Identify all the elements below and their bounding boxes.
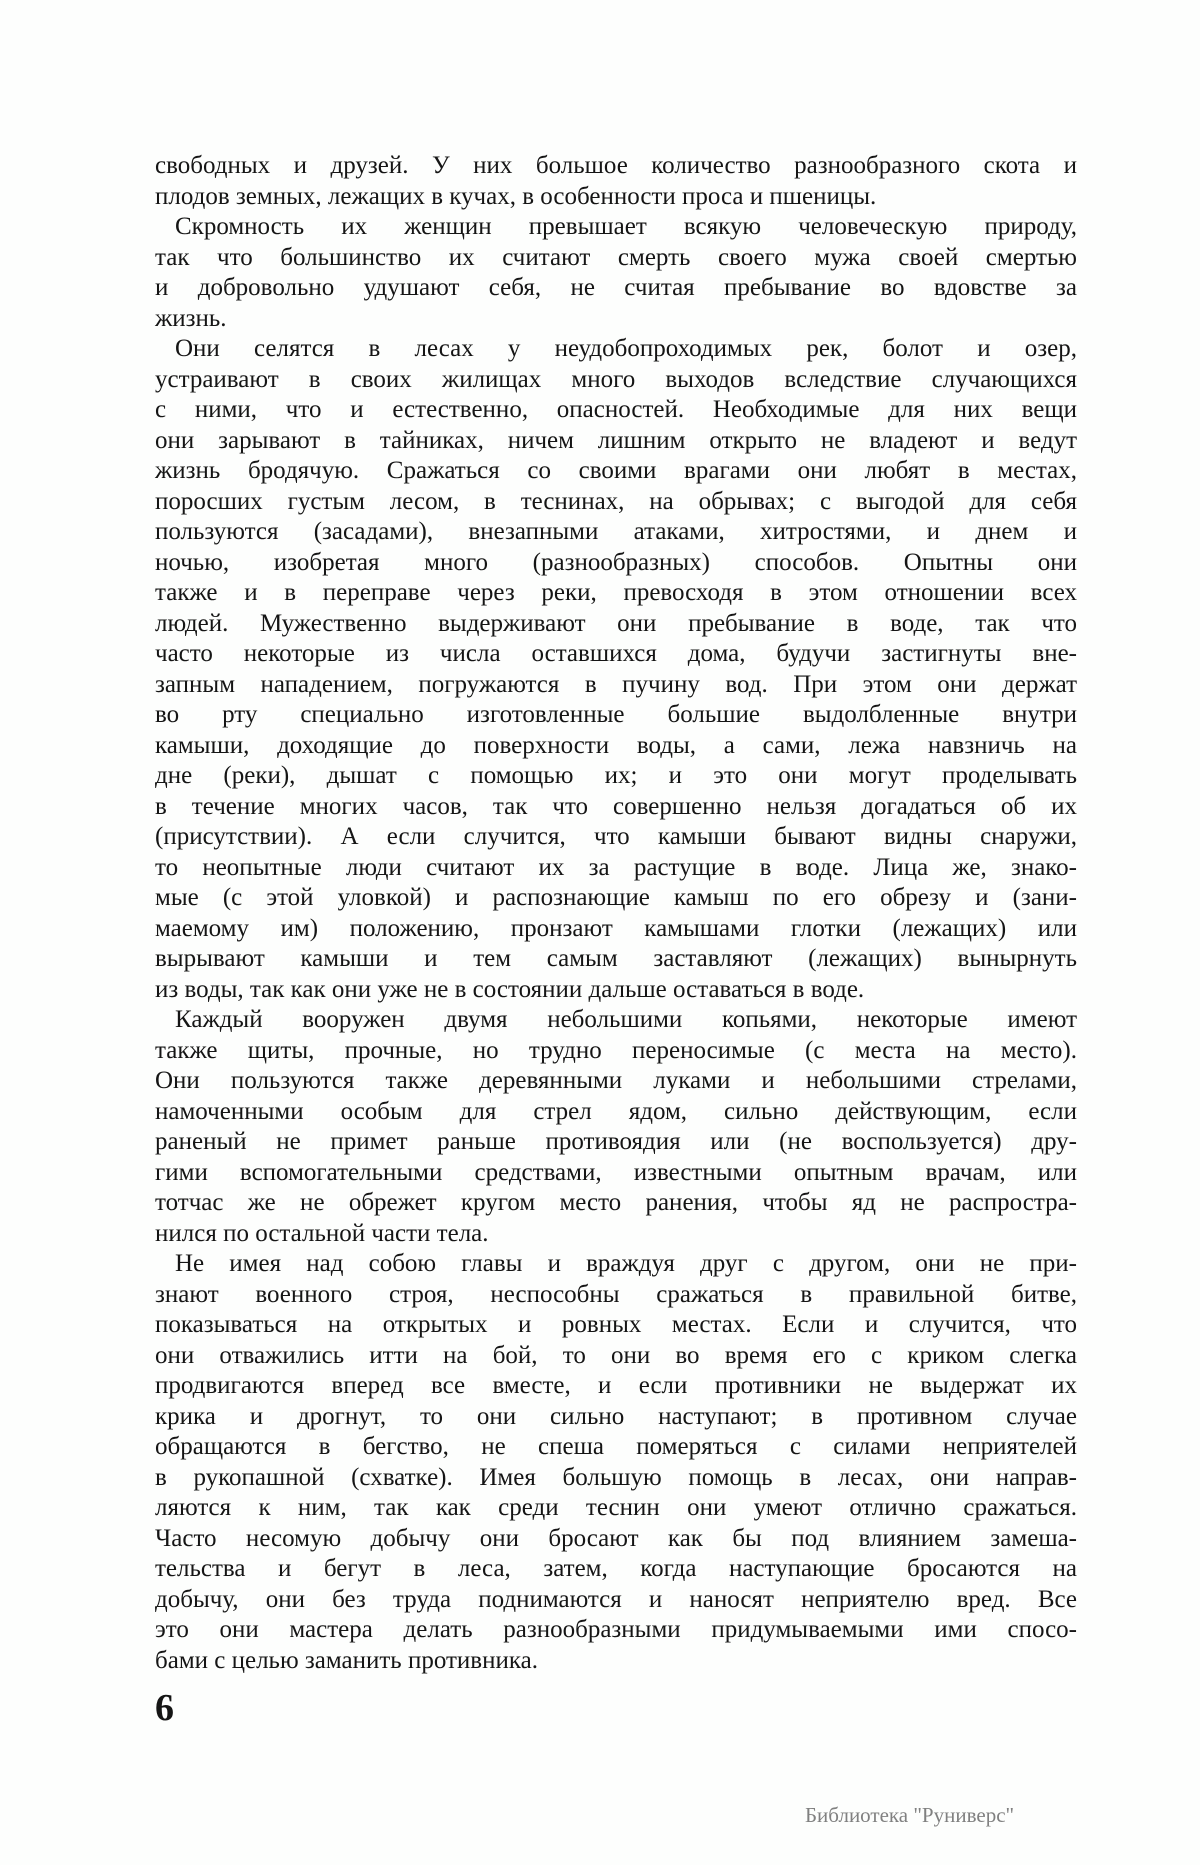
- text-line: Они пользуются также деревянными луками и небольшими стрелами,: [155, 1067, 1077, 1094]
- text-line: они зарывают в тайниках, ничем лишним открыто не владеют и ведут: [155, 426, 1077, 454]
- text-line: гими вспомогательными средствами, известными опытным врачам, или: [155, 1158, 1077, 1186]
- text-line: с ними, что и естественно, опасностей. Необходимые для них вещи: [155, 396, 1077, 423]
- paragraph: [155, 151, 1077, 212]
- text-line: Часто несомую добычу они бросают как бы под влиянием замеша-: [155, 1524, 1077, 1552]
- text-line: то неопытные люди считают их за растущие в воде. Лица же, знако-: [155, 853, 1077, 881]
- text-line: жизнь бродячую. Сражаться со своими врагами они любят в местах,: [155, 457, 1077, 484]
- page-number: 6: [155, 1687, 174, 1729]
- paragraph: [155, 1249, 1077, 1676]
- text-line: (присутствии). А если случится, что камыши бывают видны снаружи,: [155, 823, 1077, 850]
- text-line: камыши, доходящие до поверхности воды, а сами, лежа навзничь на: [155, 731, 1077, 759]
- text-line: тельства и бегут в леса, затем, когда наступающие бросаются на: [155, 1555, 1077, 1582]
- text-line: дне (реки), дышат с помощью их; и это они могут проделывать: [155, 762, 1077, 789]
- text-line: продвигаются вперед все вместе, и если противники не выдержат их: [155, 1372, 1077, 1399]
- text-line: показываться на открытых и ровных местах. Если и случится, что: [155, 1311, 1077, 1338]
- text-line: жизнь.: [155, 304, 227, 332]
- text-line: плодов земных, лежащих в кучах, в особенности проса и пшеницы.: [155, 182, 877, 210]
- text-line: также и в переправе через реки, превосходя в этом отношении всех: [155, 579, 1077, 606]
- text-line: пользуются (засадами), внезапными атаками, хитростями, и днем и: [155, 518, 1077, 545]
- text-line: это они мастера делать разнообразными придумываемыми ими спосо-: [155, 1616, 1077, 1643]
- text-line: знают военного строя, неспособны сражаться в правильной битве,: [155, 1280, 1077, 1308]
- paragraph: [155, 1005, 1077, 1249]
- text-line: устраивают в своих жилищах много выходов вследствие случающихся: [155, 365, 1077, 393]
- text-line: нился по остальной части тела.: [155, 1219, 489, 1247]
- text-line: мые (с этой уловкой) и распознающие камыш по его обрезу и (зани-: [155, 884, 1077, 911]
- text-line: раненый не примет раньше противоядия или (не воспользуется) дру-: [155, 1128, 1077, 1155]
- text-line: так что большинство их считают смерть своего мужа своей смертью: [155, 243, 1077, 271]
- paragraph: [155, 334, 1077, 1005]
- text-line: Каждый вооружен двумя небольшими копьями, некоторые имеют: [175, 1006, 1077, 1033]
- text-line: людей. Мужественно выдерживают они пребывание в воде, так что: [155, 609, 1077, 637]
- text-line: обращаются в бегство, не спеша померяться с силами неприятелей: [155, 1433, 1077, 1460]
- library-watermark: Библиотека "Руниверс": [805, 1803, 1015, 1827]
- text-line: часто некоторые из числа оставшихся дома, будучи застигнуты вне-: [155, 640, 1077, 667]
- text-line: вырывают камыши и тем самым заставляют (лежащих) вынырнуть: [155, 945, 1077, 972]
- text-line: Скромность их женщин превышает всякую человеческую природу,: [175, 213, 1077, 240]
- text-line: поросших густым лесом, в теснинах, на обрывах; с выгодой для себя: [155, 487, 1077, 515]
- text-line: запным нападением, погружаются в пучину вод. При этом они держат: [155, 670, 1077, 698]
- text-line: ляются к ним, так как среди теснин они умеют отлично сражаться.: [155, 1494, 1077, 1521]
- text-line: бами с целью заманить противника.: [155, 1646, 538, 1674]
- paragraph: [155, 212, 1077, 334]
- text-line: маемому им) положению, пронзают камышами глотки (лежащих) или: [155, 914, 1077, 942]
- text-line: Не имея над собою главы и враждуя друг с другом, они не при-: [175, 1250, 1077, 1277]
- text-line: из воды, так как они уже не в состоянии дальше оставаться в воде.: [155, 975, 865, 1003]
- text-line: намоченными особым для стрел ядом, сильно действующим, если: [155, 1097, 1077, 1125]
- text-line: также щиты, прочные, но трудно переносимые (с места на место).: [155, 1036, 1077, 1064]
- text-line: тотчас же не обрежет кругом место ранения, чтобы яд не распростра-: [155, 1189, 1077, 1216]
- text-line: крика и дрогнут, то они сильно наступают; в противном случае: [155, 1402, 1077, 1430]
- text-line: ночью, изобретая много (разнообразных) способов. Опытны они: [155, 548, 1077, 576]
- text-line: и добровольно удушают себя, не считая пребывание во вдовстве за: [155, 274, 1077, 301]
- text-line: Они селятся в лесах у неудобопроходимых рек, болот и озер,: [175, 335, 1077, 362]
- text-line: свободных и друзей. У них большое количество разнообразного скота и: [155, 152, 1077, 179]
- text-line: добычу, они без труда поднимаются и наносят неприятелю вред. Все: [155, 1585, 1077, 1613]
- text-line: во рту специально изготовленные большие выдолбленные внутри: [155, 701, 1077, 728]
- text-line: они отважились итти на бой, то они во время его с криком слегка: [155, 1341, 1077, 1369]
- text-line: в рукопашной (схватке). Имея большую помощь в лесах, они направ-: [155, 1463, 1077, 1491]
- text-line: в течение многих часов, так что совершенно нельзя догадаться об их: [155, 792, 1077, 820]
- body-text: [155, 151, 1077, 1676]
